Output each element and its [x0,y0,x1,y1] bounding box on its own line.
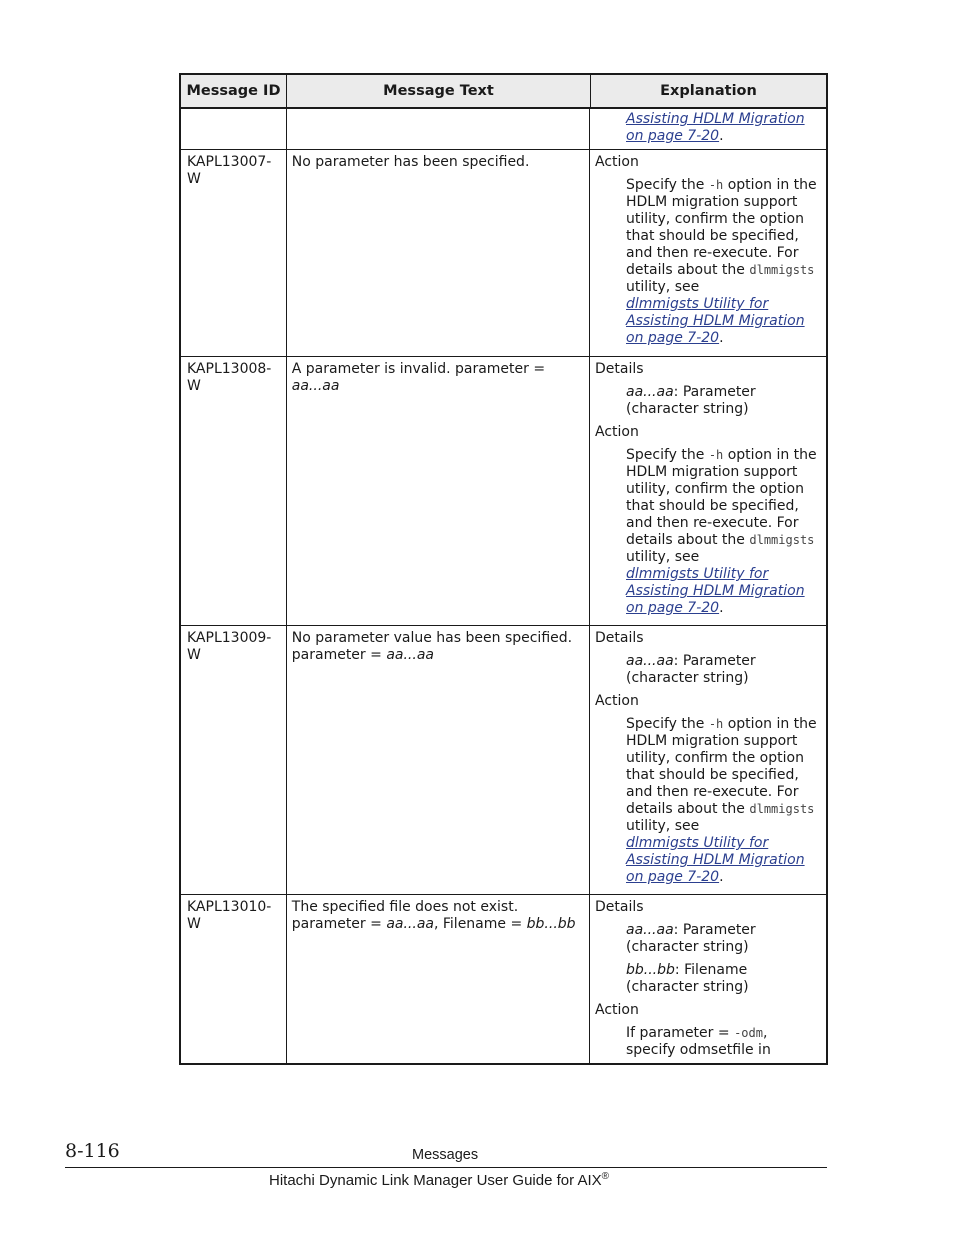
page-number: 8-116 [65,1140,120,1162]
reference-link[interactable]: dlmmigsts Utility for [626,566,769,582]
message-text-cell: No parameter value has been specified. parameter = aa...aa [287,626,590,894]
footer-divider [65,1167,827,1168]
action-text: If parameter = -odm, specify odmsetfile in [626,1025,771,1058]
table-row [181,894,826,1063]
document-title: Hitachi Dynamic Link Manager User Guide for AIX® [269,1171,610,1189]
message-id-cell: KAPL13010-W [181,895,287,1063]
table-row [181,108,826,149]
action-label: Action [595,424,639,440]
reference-link[interactable]: Assisting HDLM Migration [626,313,805,329]
reference-link[interactable]: on page 7-20 [626,128,720,144]
explanation-cell [590,626,826,894]
message-id-cell [181,109,287,149]
action-label: Action [595,1002,639,1018]
reference-link[interactable]: Assisting HDLM Migration [626,583,805,599]
table-header-row [181,75,826,108]
section-title: Messages [412,1147,479,1163]
details-text: aa...aa: Parameter (character string) [626,922,756,955]
message-id-cell: KAPL13008-W [181,357,287,625]
reference-link[interactable]: Assisting HDLM Migration [626,852,805,868]
details-label: Details [595,899,644,915]
explanation-cell [590,150,826,356]
details-text: bb...bb: Filename (character string) [626,962,749,995]
details-label: Details [595,361,644,377]
table-row [181,356,826,625]
table-row [181,149,826,356]
message-id-cell: KAPL13007-W [181,150,287,356]
continued-reference: Assisting HDLM Migration on page 7-20. [626,111,805,144]
message-text-cell [287,109,590,149]
message-text-cell: The specified file does not exist. parameter = aa...aa, Filename = bb...bb [287,895,590,1063]
action-label: Action [595,154,639,170]
reference-link[interactable]: on page 7-20 [626,869,720,885]
reference-link[interactable]: on page 7-20 [626,330,720,346]
details-text: aa...aa: Parameter (character string) [626,384,756,417]
reference-link[interactable]: dlmmigsts Utility for [626,296,769,312]
reference-link[interactable]: on page 7-20 [626,600,720,616]
action-text: Specify the -h option in the HDLM migration support utility, confirm the option that should be specified, and then re-execute. For details about the dlmmigsts utility, see dlmmigsts Utility for Assisting HDLM Migration on page 7-20. [626,716,817,885]
message-text-cell: A parameter is invalid. parameter = aa...aa [287,357,590,625]
header-message-text: Message Text [287,75,591,107]
details-text: aa...aa: Parameter (character string) [626,653,756,686]
reference-link[interactable]: Assisting HDLM Migration [626,111,805,127]
messages-table [179,73,828,1065]
header-explanation: Explanation [660,83,757,99]
reference-link[interactable]: dlmmigsts Utility for [626,835,769,851]
header-message-id: Message ID [181,75,287,107]
action-text: Specify the -h option in the HDLM migration support utility, confirm the option that should be specified, and then re-execute. For details about the dlmmigsts utility, see dlmmigsts Utility for Assisting HDLM Migration on page 7-20. [626,447,817,616]
action-label: Action [595,693,639,709]
details-label: Details [595,630,644,646]
explanation-cell [590,895,826,1063]
action-text: Specify the -h option in the HDLM migration support utility, confirm the option that should be specified, and then re-execute. For details about the dlmmigsts utility, see dlmmigsts Utility for Assisting HDLM Migration on page 7-20. [626,177,817,346]
message-id-cell: KAPL13009-W [181,626,287,894]
message-text-cell: No parameter has been specified. [287,150,590,356]
explanation-cell [590,357,826,625]
table-row [181,625,826,894]
explanation-cell [590,109,826,149]
